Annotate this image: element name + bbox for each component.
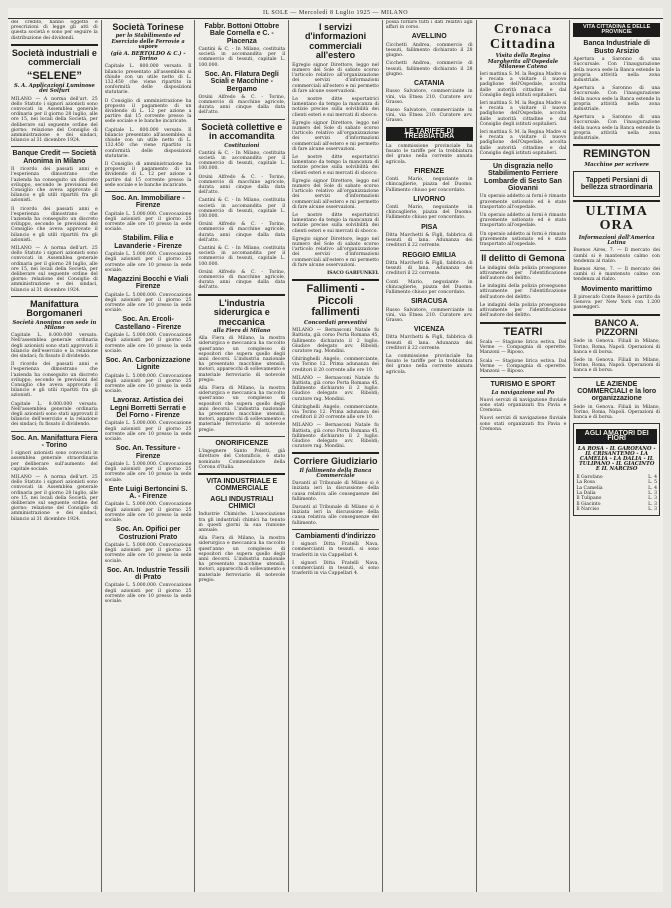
flower-name: Il Garofano: [576, 474, 603, 480]
advert-heading: Banca Industriale di Busto Arsizio: [583, 40, 650, 55]
paragraph: Davanti al Tribunale di Milano si è iniziata ieri la discussione della causa relativa alle conseguenze del fallimento.: [292, 481, 379, 502]
divider: [11, 44, 98, 46]
section-heading: Corriere Giudiziario: [293, 456, 378, 467]
section-banner: VITA CITTADINA E DELLE PROVINCIE: [573, 23, 660, 37]
paragraph: Capitale L. 800.000 versato. Il bilancio presentato all'assemblea si chiude con un utile netto di L. 132.450 che viene ripartito in conformità delle disposizioni statutarie.: [104, 64, 192, 96]
company-heading: Banque Credit — Società Anonima in Milano: [12, 150, 97, 165]
advert-box: [573, 171, 660, 197]
divider: [11, 431, 98, 432]
city-heading: VICENZA: [413, 326, 445, 334]
flower-name: La Rosa: [576, 480, 595, 486]
advert-heading: BANCO A. PIZZORNI: [594, 317, 639, 337]
paragraph: Orsini Alfredo & C. - Torino, commercio di macchine agricole, durata anni cinque dalla data dell'atto.: [198, 222, 286, 243]
paragraph: Cantini & C. - In Milano, costituita società in accomandita per il commercio di tessuti, capitale L. 100.000.: [198, 198, 286, 219]
article-headline: I servizi d'informazioni commerciali all'estero: [304, 22, 367, 61]
company-heading: Fabbr. Bottoni Ottobre Bale Cornella e C. - Piacenza: [204, 23, 280, 45]
company-heading: Soc. An. Manifattura Fiera - Torino: [11, 434, 98, 449]
flower-price: L. 5: [648, 480, 658, 486]
paragraph: Capitale L. 5.000.000. Convocazione degli azionisti per il giorno 25 corrente alle ore 10 presso la sede sociale.: [104, 583, 192, 605]
divider: [573, 144, 660, 146]
paragraph: Ieri mattina S. M. la Regina Madre si è recata a visitare il nuovo padiglione dell'Ospedale, accolta dalle autorità cittadine e dal Consiglio degli istituti ospitalieri.: [479, 101, 567, 127]
paragraph: Capitale L. 5.000.000. Convocazione degli azionisti per il giorno 25 corrente alle ore 10 presso la sede sociale.: [104, 502, 192, 524]
section-heading: Movimento marittimo: [581, 285, 653, 293]
paragraph: Capitale L. 5.000.000. Convocazione degli azionisti per il giorno 25 corrente alle ore 10 presso la sede sociale.: [104, 461, 192, 483]
company-heading: Magazzini Bocchi e Viali Firenze: [107, 275, 189, 291]
paragraph: Ghiringhelli Angelo, commerciante, via Torino 12. Prima adunanza dei creditori il 20 corrente alle ore 10.: [292, 404, 379, 421]
paragraph: Ditta Marchetti & Figli, fabbrica di tessuti di lana. Adunanza dei creditori il 22 corrente.: [385, 260, 473, 277]
paragraph: Scala — Stagione lirica estiva. Dal Verme — Compagnia di operette. Manzoni — Riposo.: [479, 358, 567, 375]
paragraph: Capitale L. 5.000.000. Convocazione degli azionisti per il giorno 25 corrente alle ore 10 presso la sede sociale.: [104, 373, 192, 395]
paragraph: Sede in Genova. Filiali in Milano, Torino, Roma, Napoli. Operazioni di banca e di borsa.: [573, 339, 661, 355]
column-5: [383, 20, 477, 892]
paragraph: Capitale L. 5.000.000. Convocazione degli azionisti per il giorno 25 corrente alle ore 10 presso la sede sociale.: [104, 542, 192, 564]
paragraph: Ghiringhelli Angelo, commerciante, via Torino 12. Prima adunanza dei creditori il 20 corrente alle ore 10.: [292, 357, 379, 373]
paragraph: MILANO — Bernasconi Natale fu Battista, già corso Porta Romana 45, fallimento dichiarato il 2 luglio. Giudice delegato avv. Riboldi; curatore rag. Mondini.: [292, 423, 379, 450]
advert-banner: AGLI AMATORI DEI FIORI: [576, 429, 657, 443]
city-heading: CATANIA: [414, 79, 445, 87]
paragraph: Orsini Alfredo & C. - Torino, commercio di macchine agricole, durata anni cinque dalla data dell'atto.: [198, 174, 286, 196]
paragraph: Ieri mattina S. M. la Regina Madre si è recata a visitare il nuovo padiglione dell'Ospedale, accolta dalle autorità cittadine e dal Consiglio degli istituti ospitalieri.: [479, 71, 567, 98]
city-heading: REGGIO EMILIA: [402, 251, 457, 259]
paragraph: Orsini Alfredo & C. - Torino, commercio di macchine agricole, durata anni cinque dalla data dell'atto.: [198, 94, 286, 116]
company-subtitle: Società Anonima con sede in Milano: [12, 319, 97, 331]
section-heading: TURISMO E SPORT: [490, 381, 556, 389]
city-heading: FIRENZE: [414, 167, 445, 175]
section-banner: LE TARIFFE DI TREBBIATURA: [386, 127, 473, 141]
paragraph: Le indagini della polizia proseguono attivamente per l'identificazione dell'autore del delitto.: [479, 265, 567, 282]
paragraph: Capitale L. 5.000.000. Convocazione degli azionisti per il giorno 25 corrente alle ore 10 presso la sede sociale.: [104, 292, 192, 314]
company-heading: Soc. An. Opifici per Costruzioni Prato: [115, 526, 181, 541]
section-subtitle: Concordati preventivi: [304, 319, 367, 326]
company-heading: Soc. An. Filatura Degli Sciali e Macchine - Bergamo: [204, 70, 279, 93]
divider: [573, 200, 660, 202]
paragraph: Apertura a Saronno di una Succursale. Con l'inaugurazione della nuova sede la Banca estende la propria attività nella zona industriale.: [573, 86, 661, 112]
section-heading: TEATRI: [503, 325, 543, 338]
paragraph: Conti Mario, negoziante in chincaglierie, piazza del Duomo. Fallimento chiuso per concordato.: [385, 177, 473, 193]
advert-heading: REMINGTON: [583, 148, 651, 161]
city-heading: LIVORNO: [413, 195, 446, 203]
section-heading: ONORIFICENZE: [215, 439, 269, 447]
paragraph: I signori azionisti sono convocati in assemblea generale straordinaria per deliberare sull'aumento del capitale sociale.: [11, 451, 98, 472]
paragraph: Ieri mattina S. M. la Regina Madre si è recata a visitare il nuovo padiglione dell'Ospedale, accolta dalle autorità cittadine e dal Consiglio degli istituti ospitalieri.: [479, 130, 567, 156]
city-heading: SIRACUSA: [410, 298, 448, 306]
column-1: [8, 20, 102, 892]
divider: [198, 119, 285, 120]
paragraph: MILANO — A norma dell'art. 25 dello Statuto i signori azionisti sono convocati in Assemblea generale ordinaria per il giorno 28 luglio, alle ore 15, nei locali della Società, per deliberare sul seguente ordine del giorno: relazione del Consiglio di amministrazione e dei sindaci, bilancio al 31 dicembre 1924.: [11, 96, 98, 144]
paragraph: Nuovi servizi di navigazione fluviale sono stati organizzati fra Pavia e Cremona.: [479, 397, 567, 414]
paragraph: Russo Salvatore, commerciante in vini, via Etnea 210. Curatore avv. Grasso.: [385, 307, 473, 323]
company-heading: Società Torinese: [112, 22, 184, 32]
paragraph: Capitale L. 5.000.000. Convocazione degli azionisti per il giorno 25 corrente alle ore 10 presso la sede sociale.: [104, 333, 192, 354]
columns: [8, 20, 663, 892]
paragraph: Industrie Chimiche. L'associazione tra gli industriali chimici ha tenuto in questi giorni la sua riunione annuale.: [198, 512, 286, 533]
advert-subtitle: LA ROSA - IL GAROFANO - IL CRISANTEMO - LA CAMELIA - LA DALIA - IL TULIPANO - IL GIACINTO E IL NARCISO: [577, 445, 656, 473]
article-headline: Il delitto di Gemona: [481, 253, 565, 264]
paragraph: MILANO — A norma dell'art. 25 dello Statuto i signori azionisti sono convocati in Assemblea generale ordinaria per il giorno 28 luglio, alle ore 15, nei locali della Società, per deliberare sul seguente ordine del giorno: relazione del Consiglio di amministrazione e dei sindaci, bilancio al 31 dicembre 1924.: [11, 475, 98, 522]
flower-price: L. 3: [648, 496, 658, 502]
section-subtitle: Il fallimento della Banca Commerciale: [299, 467, 372, 480]
city-heading: AVELLINO: [411, 33, 447, 41]
flower-name: Il Giacinto: [576, 501, 601, 507]
article-subtitle: alla Fiera di Milano: [213, 327, 271, 334]
company-heading: Soc. An. Immobiliare - Firenze: [111, 194, 185, 210]
paragraph: Ditta Marchetti & Figli, fabbrica di tessuti di lana. Adunanza dei creditori il 22 corrente.: [385, 335, 473, 351]
company-heading: Soc. An. Industrie Tessili di Prato: [106, 566, 190, 582]
divider: [480, 250, 567, 251]
paragraph: Alla Fiera di Milano, la mostra siderurgica e meccanica ha raccolto quest'anno un complesso di espositori che supera quello degli anni decorsi. L'industria nazionale ha presentato macchine utensili, motori, apparecchi di sollevamento e materiale ferroviario di notevole pregio.: [198, 536, 286, 583]
divider: [198, 436, 285, 437]
paragraph: Il Consiglio di amministrazione ha proposto il pagamento di un dividendo di L. 12 per azione a partire dal 15 corrente presso la sede sociale e le banche incaricate.: [104, 161, 192, 188]
paragraph: del credito, hanno oggetto e prescrizioni di legge gli atti di questa società e sono per seguire la distribuzione dei dividendi.: [11, 20, 98, 41]
paragraph: Apertura a Saronno di una Succursale. Con l'inaugurazione della nuova sede la Banca estende la propria attività nella zona industriale.: [573, 57, 661, 83]
paragraph: Le indagini della polizia proseguono attivamente per l'identificazione dell'autore del delitto.: [479, 284, 567, 300]
divider: [292, 529, 379, 530]
company-heading: Ente Luigi Bertoncini S. A. - Firenze: [108, 485, 188, 501]
divider: [573, 314, 660, 316]
paragraph: Il ricordo dei passati anni e l'esperienza dimostrano che l'azienda ha conseguito un discreto sviluppo, secondo le previsioni del Consiglio che aveva approvato il bilancio e gli utili ripartiti fra gli azionisti.: [11, 362, 98, 399]
section-subtitle: Informazioni dall'America Latina: [578, 234, 655, 247]
paragraph: Il ricordo dei passati anni e l'esperienza dimostrano che l'azienda ha conseguito un discreto sviluppo, secondo le previsioni del Consiglio che aveva approvato il bilancio e gli utili ripartiti fra gli azionisti.: [11, 167, 98, 204]
city-heading: PISA: [421, 223, 438, 231]
paragraph: Conti Mario, negoziante in chincaglierie, piazza del Duomo. Fallimento chiuso per concordato.: [385, 205, 473, 221]
paragraph: Sede in Genova. Filiali in Milano, Torino, Roma, Napoli. Operazioni di banca e di borsa.: [573, 358, 661, 374]
paragraph: Capitale L. 5.000.000. Convocazione degli azionisti per il giorno 25 corrente alle ore 10 presso la sede sociale.: [104, 211, 192, 233]
paragraph: Cicchetti Andrea, commercio di tessuti, fallimento dichiarato il 28 giugno.: [385, 42, 473, 59]
paragraph: Sede in Genova. Filiali in Milano, Torino, Roma, Napoli. Operazioni di banca e di borsa.: [573, 404, 661, 421]
divider: [480, 322, 567, 324]
divider: [11, 146, 98, 147]
column-3: [195, 20, 289, 892]
signature: ISACO GARFUNKEL: [327, 271, 379, 277]
divider: [11, 296, 98, 297]
section-heading: Società industriali e commerciali: [11, 47, 97, 68]
paragraph: Buenos Aires, 7. — Il mercato dei cambi si è mantenuto calmo con tendenza al rialzo.: [573, 248, 661, 264]
paragraph: Russo Salvatore, commerciante in vini, via Etnea 210. Curatore avv. Grasso.: [385, 89, 473, 105]
company-subtitle: (già A. BERTOLDO & C.) - Torino: [110, 51, 186, 63]
paragraph: I signori Ditta Fratelli Nava, commercianti in tessuti, si sono trasferiti in via Cappellari 4.: [292, 542, 379, 558]
paragraph: Egregio signor Direttore, leggo nel numero del Sole di sabato scorso l'articolo relativo all'organizzazione dei servizi d'informazioni commerciali all'estero e mi permetto di fare alcune osservazioni.: [292, 62, 379, 94]
paragraph: Davanti al Tribunale di Milano si è iniziata ieri la discussione della causa relativa alle conseguenze del fallimento.: [292, 505, 379, 526]
paragraph: Capitale L. 8.000.000 versato. Nell'assemblea generale ordinaria degli azionisti sono stati approvati il bilancio dell'esercizio e la relazione dei sindaci; fu fissato il dividendo.: [11, 401, 98, 428]
flower-price-list: [576, 475, 657, 513]
paragraph: Egregio signor Direttore, leggo nel numero del Sole di sabato scorso l'articolo relativo all'organizzazione dei servizi d'informazioni commerciali all'estero e mi permetto di fare alcune osservazioni.: [292, 178, 379, 210]
paragraph: Le nostre ditte esportatrici lamentano da tempo la mancanza di notizie precise sulla solvibilità dei clienti esteri e sui mercati di sbocco.: [292, 213, 379, 234]
newspaper-page: [8, 8, 663, 892]
flower-list-item: [576, 507, 657, 512]
advert-subtitle: Macchine per scrivere: [584, 161, 649, 168]
paragraph: Cantini & C. - In Milano, costituita società in accomandita per il commercio di tessuti, capitale L. 100.000.: [198, 246, 286, 267]
flower-name: Il Tulipano: [576, 496, 602, 502]
flower-price: L. 3: [648, 507, 658, 513]
column-6: [477, 20, 571, 892]
article-headline: L'industria siderurgica e meccanica: [213, 297, 270, 327]
flower-price: L. 3: [648, 501, 658, 507]
paragraph: Buenos Aires, 7. — Il mercato dei cambi si è mantenuto calmo con tendenza al rialzo.: [573, 266, 661, 283]
paragraph: Capitale L. 8.000.000 versato. Nell'assemblea generale ordinaria degli azionisti sono stati approvati il bilancio dell'esercizio e la relazione dei sindaci; fu fissato il dividendo.: [11, 333, 98, 359]
section-subtitle: Costituzioni: [224, 142, 260, 149]
section-heading: Cambiamenti d'indirizzo: [295, 532, 376, 540]
paragraph: Egregio signor Direttore, leggo nel numero del Sole di sabato scorso l'articolo relativo all'organizzazione dei servizi d'informazioni commerciali all'estero e mi permetto di fare alcune osservazioni.: [292, 120, 379, 152]
article-headline: Un disgrazia nello Stabilimento Ferriere Lombarde di Sesto San Giovanni: [484, 163, 562, 193]
flowers-advert: [573, 423, 660, 515]
flower-name: La Dalia: [576, 490, 596, 496]
paragraph: Il piroscafo Conte Rosso è partito da Genova per New York con 1.200 passeggeri.: [573, 294, 661, 311]
article-subtitle: Visita della Regina Margherita all'Ospedale Milanese Catena: [487, 53, 559, 70]
section-heading: Società collettive e in accomandita: [201, 121, 283, 142]
paragraph: I signori Ditta Fratelli Nava, commercianti in tessuti, si sono trasferiti in via Cappellari 4.: [292, 560, 379, 577]
paragraph: Un operaio addetto ai forni è rimasto gravemente ustionato ed è stato trasportato all'ospedale.: [479, 213, 567, 229]
paragraph: MILANO — Bernasconi Natale fu Battista, già corso Porta Romana 45, fallimento dichiarato il 2 luglio. Giudice delegato avv. Riboldi; curatore rag. Mondini.: [292, 375, 379, 402]
paragraph: Le indagini della polizia proseguono attivamente per l'identificazione dell'autore del delitto.: [479, 302, 567, 319]
divider: [198, 473, 285, 475]
flower-price: L. 4: [648, 474, 658, 480]
divider: [198, 294, 285, 296]
paragraph: Capitale L. 800.000 versato. Il bilancio presentato all'assemblea si chiude con un utile netto di L. 132.450 che viene ripartito in conformità delle disposizioni statutarie.: [104, 127, 192, 159]
flower-name: Il Narciso: [576, 507, 600, 513]
section-masthead: ULTIMA ORA: [585, 203, 648, 234]
paragraph: Cicchetti Andrea, commercio di tessuti, fallimento dichiarato il 28 giugno.: [385, 61, 473, 77]
paragraph: Conti Mario, negoziante in chincaglierie, piazza del Duomo. Fallimento chiuso per concordato.: [385, 279, 473, 295]
column-2: [102, 20, 196, 892]
paragraph: La commissione provinciale ha fissato le tariffe per la trebbiatura del grano nella corrente annata agricola.: [385, 143, 473, 165]
paragraph: Cantini & C. - In Milano, costituita società in accomandita per il commercio di tessuti, capitale L. 100.000.: [198, 150, 286, 172]
divider: [480, 159, 567, 160]
section-subtitle: La navigazione sul Po: [491, 389, 555, 396]
paragraph: Orsini Alfredo & C. - Torino, commercio di macchine agricole, durata anni cinque dalla data dell'atto.: [198, 269, 286, 291]
company-heading: Soc. An. Tessiture - Firenze: [115, 445, 181, 460]
company-subtitle: S. A. Applicazioni Luminose dei Solfuri: [13, 83, 95, 95]
paragraph: Un operaio addetto ai forni è rimasto gravemente ustionato ed è stato trasportato all'ospedale.: [479, 231, 567, 248]
divider: [105, 191, 192, 192]
flower-price: L. 3: [648, 490, 658, 496]
section-heading: AGLI INDUSTRIALI CHIMICI: [210, 495, 274, 510]
paragraph: Capitale L. 5.000.000. Convocazione degli azionisti per il giorno 25 corrente alle ore 10 presso la sede sociale.: [104, 252, 192, 273]
flower-price: L. 4: [648, 485, 658, 491]
section-heading: LE AZIENDE COMMERCIALI e la loro organizzazione: [577, 380, 657, 403]
divider: [292, 279, 379, 281]
section-masthead: Cronaca Cittadina: [490, 22, 556, 52]
paragraph: Ditta Marchetti & Figli, fabbrica di tessuti di lana. Adunanza dei creditori il 22 corrente.: [385, 233, 473, 249]
divider: [480, 377, 567, 378]
paragraph: Un operaio addetto ai forni è rimasto gravemente ustionato ed è stato trasportato all'ospedale.: [479, 194, 567, 210]
section-heading: Fallimenti - Piccoli fallimenti: [306, 283, 365, 319]
paragraph: Russo Salvatore, commerciante in vini, via Etnea 210. Curatore avv. Grasso.: [385, 107, 473, 124]
paragraph: Scala — Stagione lirica estiva. Dal Verme — Compagnia di operette. Manzoni — Riposo.: [479, 340, 567, 356]
divider: [573, 377, 660, 378]
company-name: “SELENE”: [26, 69, 82, 82]
paragraph: Nuovi servizi di navigazione fluviale sono stati organizzati fra Pavia e Cremona.: [479, 416, 567, 432]
paragraph: Le nostre ditte esportatrici lamentano da tempo la mancanza di notizie precise sulla solvibilità dei clienti esteri e sui mercati di sbocco.: [292, 96, 379, 118]
flower-name: La Camelia: [576, 485, 603, 491]
divider: [292, 452, 379, 454]
paragraph: Egregio signor Direttore, leggo nel numero del Sole di sabato scorso l'articolo relativo all'organizzazione dei servizi d'informazioni commerciali all'estero e mi permetto di fare alcune osservazioni.: [292, 236, 379, 268]
paragraph: Apertura a Saronno di una Succursale. Con l'inaugurazione della nuova sede la Banca estende la propria attività nella zona industriale.: [573, 115, 661, 141]
paragraph: Capitale L. 5.000.000. Convocazione degli azionisti per il giorno 25 corrente alle ore 10 presso la sede sociale.: [104, 421, 192, 443]
company-subtitle: per lo Stabilimento ed Esercizio delle Ferrovie a vapore: [111, 33, 185, 50]
paragraph: L'ingegnere Santo Poletti, già direttore del Cotonificio, è stato nominato Commendatore della Corona d'Italia.: [198, 449, 286, 470]
paragraph: Alla Fiera di Milano, la mostra siderurgica e meccanica ha raccolto quest'anno un complesso di espositori che supera quello degli anni decorsi. L'industria nazionale ha presentato macchine utensili, motori, apparecchi di sollevamento e materiale ferroviario di notevole pregio.: [198, 385, 286, 433]
paragraph: Il ricordo dei passati anni e l'esperienza dimostrano che l'azienda ha conseguito un discreto sviluppo, secondo le previsioni del Consiglio che aveva approvato il bilancio e gli utili ripartiti fra gli azionisti.: [11, 206, 98, 243]
paragraph: Cantini & C. - In Milano, costituita società in accomandita per il commercio di tessuti, capitale L. 100.000.: [198, 47, 286, 68]
paragraph: La commissione provinciale ha fissato le tariffe per la trebbiatura del grano nella corrente annata agricola.: [385, 354, 473, 375]
company-heading: Soc. An. Ercoli-Castellano - Firenze: [115, 316, 182, 331]
advert-heading: Tappeti Persiani di bellezza straordinaria: [580, 176, 653, 192]
column-7: [570, 20, 663, 892]
running-head: IL SOLE — Mercoledì 8 Luglio 1925 — MILANO: [8, 8, 663, 19]
company-heading: Lavoraz. Artistica dei Legni Borretti Serrati e Del Forno - Firenze: [110, 397, 186, 420]
section-heading: VITA INDUSTRIALE E COMMERCIALE: [206, 477, 278, 493]
paragraph: Alla Fiera di Milano, la mostra siderurgica e meccanica ha raccolto quest'anno un complesso di espositori che supera quello degli anni decorsi. L'industria nazionale ha presentato macchine utensili, motori, apparecchi di sollevamento e materiale ferroviario di notevole pregio.: [198, 336, 286, 383]
paragraph: Le nostre ditte esportatrici lamentano da tempo la mancanza di notizie precise sulla solvibilità dei clienti esteri e sui mercati di sbocco.: [292, 155, 379, 176]
paragraph: Il Consiglio di amministrazione ha proposto il pagamento di un dividendo di L. 12 per azione a partire dal 15 corrente presso la sede sociale e le banche incaricate.: [104, 98, 192, 125]
paragraph: possa fornire tutti i dati relativi agli affari in corso.: [385, 20, 473, 31]
paragraph: MILANO — A norma dell'art. 25 dello Statuto i signori azionisti sono convocati in Assemblea generale ordinaria per il giorno 28 luglio, alle ore 15, nei locali della Società, per deliberare sul seguente ordine del giorno: relazione del Consiglio di amministrazione e dei sindaci, bilancio al 31 dicembre 1924.: [11, 246, 98, 293]
company-heading: Stabilim. Filia e Lavanderie - Firenze: [114, 235, 182, 250]
column-4: [289, 20, 383, 892]
paragraph: MILANO — Bernasconi Natale fu Battista, già corso Porta Romana 45, fallimento dichiarato il 2 luglio. Giudice delegato avv. Riboldi; curatore rag. Mondini.: [292, 328, 379, 354]
company-heading: Manifattura Borgomaneri: [26, 298, 83, 319]
company-heading: Soc. An. Carbonizzazione Lignite: [105, 356, 191, 372]
